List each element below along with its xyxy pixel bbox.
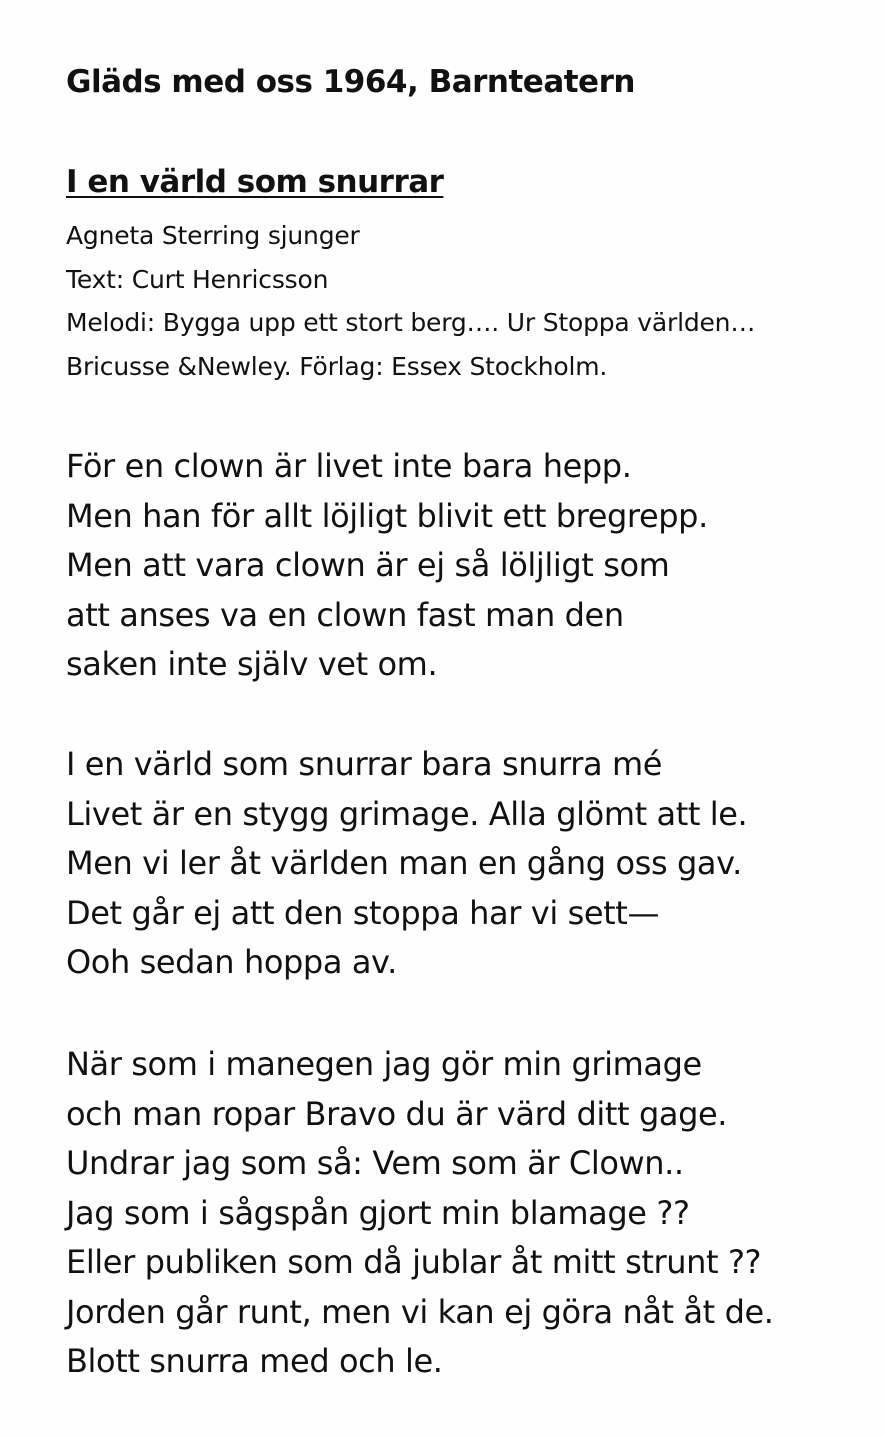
- credit-publisher: Bricusse &Newley. Förlag: Essex Stockholm.: [66, 351, 608, 381]
- lyric-line: saken inte själv vet om.: [66, 645, 438, 683]
- lyric-line: Jag som i sågspån gjort min blamage ??: [66, 1193, 690, 1232]
- lyric-line: och man ropar Bravo du är värd ditt gage.: [66, 1094, 728, 1133]
- lyric-line: att anses va en clown fast man den: [66, 595, 624, 634]
- lyric-line: Blott snurra med och le.: [66, 1342, 443, 1380]
- lyric-line: För en clown är livet inte bara hepp.: [66, 447, 632, 485]
- stanza-2: [66, 740, 747, 988]
- song-title: I en värld som snurrar: [66, 164, 444, 200]
- stanza-3: [66, 1040, 774, 1387]
- document-heading: Gläds med oss 1964, Barnteatern: [66, 64, 635, 100]
- lyric-line: Men han för allt löjligt blivit ett bregrepp.: [66, 496, 708, 535]
- lyric-line: Ooh sedan hoppa av.: [66, 943, 397, 981]
- lyric-line: Men vi ler åt världen man en gång oss gav.: [66, 844, 742, 882]
- lyric-line: Undrar jag som så: Vem som är Clown..: [66, 1144, 684, 1182]
- song-credits: [66, 214, 755, 388]
- lyric-line: Livet är en stygg grimage. Alla glömt att le.: [66, 794, 748, 833]
- lyric-line: I en värld som snurrar bara snurra mé: [66, 745, 663, 783]
- credit-melody: Melodi: Bygga upp ett stort berg…. Ur Stoppa världen…: [66, 308, 756, 337]
- lyric-line: Det går ej att den stoppa har vi sett—: [66, 893, 660, 932]
- stanza-1: [66, 442, 708, 690]
- lyric-line: Eller publiken som då jublar åt mitt strunt ??: [66, 1243, 762, 1281]
- credit-singer: Agneta Sterring sjunger: [66, 221, 360, 250]
- lyric-line: Jorden går runt, men vi kan ej göra nåt åt de.: [66, 1292, 774, 1331]
- lyric-line: Men att vara clown är ej så löljligt som: [66, 546, 670, 584]
- lyric-line: När som i manegen jag gör min grimage: [66, 1045, 702, 1083]
- credit-lyrics: Text: Curt Henricsson: [66, 264, 329, 294]
